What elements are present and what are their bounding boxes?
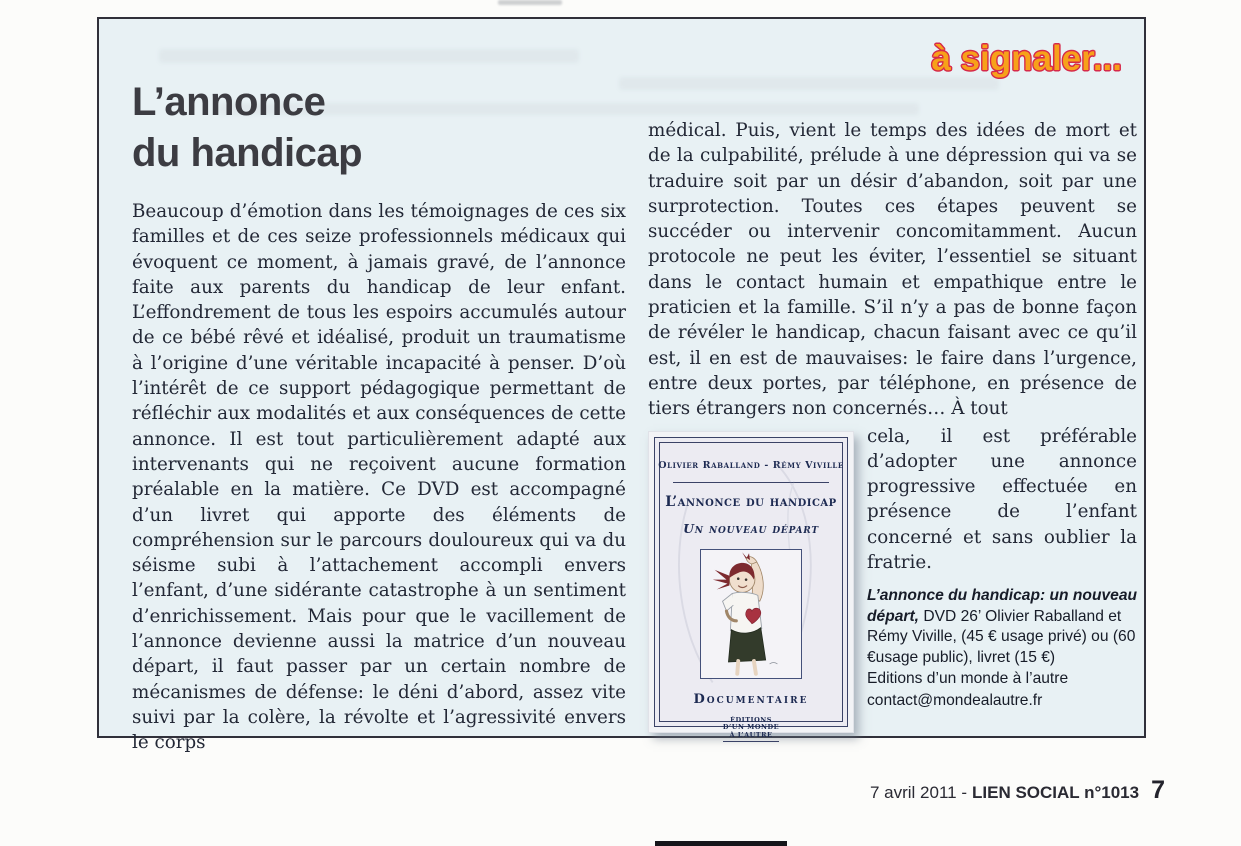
article-column-left: Beaucoup d’émotion dans les témoignages de ces six familles et de ces seize professionnels médicaux qui évoquent ce moment, à jamais gravé, de l’annonce faite aux parents du handicap de leur enfant. L’effondrement de tous les espoirs accumulés autour de ce bébé rêvé et idéalisé, produit un traumatisme à l’origine d’une véritable incapacité à penser. D’où l’intérêt de ce support pédagogique permettant de réfléchir aux modalités et aux conséquences de cette annonce. Il est tout particulièrement adapté aux intervenants qui ne reçoivent aucune formation préalable en la matière. Ce DVD est accompagné d’un livret qui apporte des éléments de compréhension sur le parcours douloureux qui va du séisme subi à l’attachement accompli envers l’enfant, d’une sidérante catastrophe à un sentiment d’enrichissement. Mais pour que le vacillement de l’annonce devienne aussi la matrice d’un nouveau départ, il faut passer par un certain nombre de mécanismes de défense: le déni d’abord, assez vite suivi par la colère, la révolte et l’agressivité envers le corps [132, 201, 626, 754]
article-column-right-wrap: cela, il est préférable d’adopter une annonce progressive effectuée en présence de l’enfant concerné et sans oublier la fratrie. [867, 425, 1137, 574]
cover-publisher-logo [723, 717, 779, 743]
article-title [132, 77, 362, 179]
article-box [97, 17, 1146, 754]
scan-bleed [159, 49, 579, 63]
article-title-line2: du handicap [132, 131, 363, 175]
cover-publisher-line1: ÉDITIONS [730, 715, 772, 724]
wrap-area [648, 424, 1138, 739]
caption-contact-email: contact@mondealautre.fr [867, 691, 1043, 709]
footer-date: 7 avril 2011 - [869, 783, 967, 802]
section-label: à signaler... [931, 39, 1122, 78]
dvd-cover [654, 437, 848, 739]
dvd-cover-photo [648, 431, 854, 739]
caption-publisher: Editions d’un monde à l’autre [867, 670, 1069, 688]
cover-authors: Olivier Raballand - Rémy Viville [658, 459, 844, 471]
scan-artifact [655, 841, 787, 846]
cover-genre: Documentaire [693, 692, 809, 708]
cover-illustration-frame [700, 549, 802, 679]
cover-rule [673, 482, 830, 483]
footer-journal: LIEN SOCIAL n°1013 [972, 783, 1140, 802]
article-title-line1: L’annonce [132, 80, 326, 124]
scan-artifact [498, 0, 562, 5]
caption-title: L’annonce du handicap: un nouveau départ, [867, 587, 1138, 625]
article-column-right-top: médical. Puis, vient le temps des idées de mort et de la culpabilité, prélude à une dépression qui va se traduire soit par un désir d’abandon, soit par une surprotection. Toutes ces étapes peuvent se succéder ou intervenir concomitamment. Aucun protocole ne peut les éviter, l’essentiel se situant dans le contact humain et empathique entre le praticien et la famille. S’il n’y a pas de bonne façon de révéler le handicap, chacun faisant avec ce qu’il est, il en est de mauvaises: le faire dans l’urgence, entre deux portes, par téléphone, en présence de tiers étrangers non concernés… À tout [648, 120, 1137, 420]
cover-publisher-line2: D’UN MONDE [722, 723, 780, 732]
page-footer [870, 776, 1165, 805]
footer-page-number: 7 [1151, 776, 1165, 804]
cover-subtitle: Un nouveau départ [683, 521, 819, 537]
dvd-cover-frame [658, 442, 844, 739]
cover-title: L’annonce du handicap [665, 493, 837, 510]
caption-details: DVD 26’ Olivier Raballand et Rémy Viville, (45 € usage privé) ou (60 €usage public), livret (15 €) [867, 607, 1136, 666]
article-column-right [648, 118, 1138, 739]
cover-publisher-line3: À L’AUTRE [729, 730, 773, 739]
girl-illustration [701, 550, 799, 676]
